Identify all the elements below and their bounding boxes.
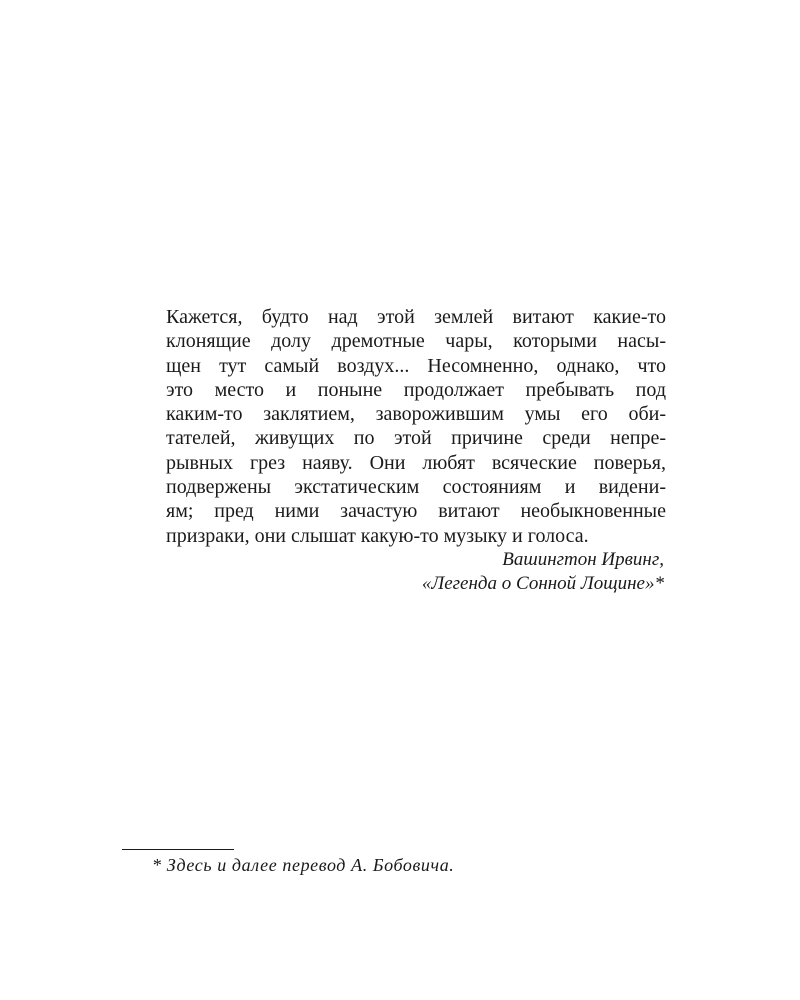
- epigraph-line: щен тут самый воздух... Несомненно, однако, что: [166, 354, 666, 377]
- epigraph-line: подвержены экстатическим состояниям и видени-: [166, 476, 666, 499]
- epigraph-line: ям; пред ними зачастую витают необыкновенные: [166, 500, 666, 523]
- epigraph-line: тателей, живущих по этой причине среди непре-: [166, 427, 666, 450]
- epigraph-line: это место и поныне продолжает пребывать под: [166, 378, 666, 401]
- attribution-source: «Легенда о Сонной Лощине»*: [421, 572, 664, 594]
- epigraph-line: призраки, они слышат какую-то музыку и голоса.: [166, 524, 589, 547]
- footnote: * Здесь и далее перевод А. Бобовича.: [152, 855, 455, 875]
- epigraph-line: каким-то заклятием, заворожившим умы его оби-: [166, 403, 666, 426]
- epigraph-line: рывных грез наяву. Они любят всяческие поверья,: [166, 451, 666, 474]
- epigraph-text: [166, 305, 666, 548]
- epigraph-line: Кажется, будто над этой землей витают какие-то: [166, 306, 666, 328]
- attribution-author: Вашингтон Ирвинг,: [502, 548, 664, 570]
- epigraph: [166, 305, 666, 596]
- epigraph-line: клонящие долу дремотные чары, которыми насы-: [166, 330, 666, 353]
- epigraph-attribution: [166, 548, 666, 596]
- footnote-divider: [122, 849, 234, 850]
